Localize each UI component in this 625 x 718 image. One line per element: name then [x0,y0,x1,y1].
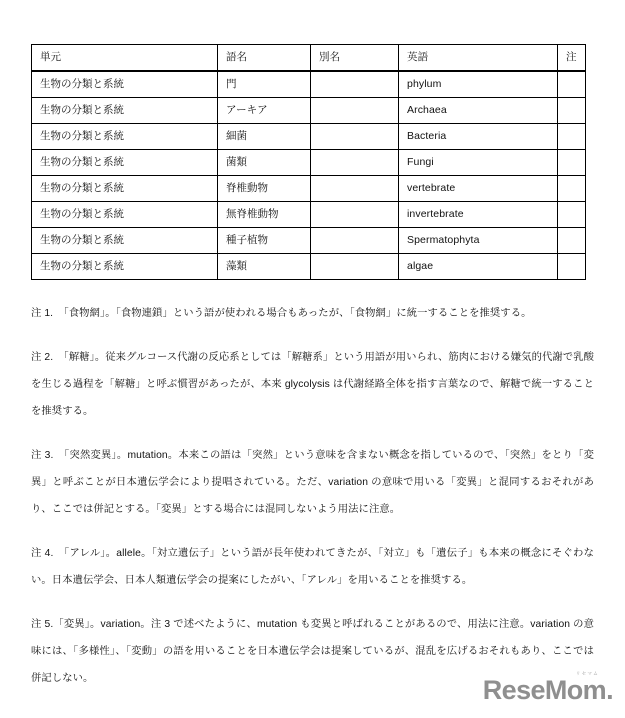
cell-english: algae [399,254,558,280]
column-header-term: 語名 [218,45,311,72]
column-header-note: 注 [558,45,586,72]
table-row [32,254,586,280]
cell-unit: 生物の分類と系統 [32,124,218,150]
cell-term: 細菌 [218,124,311,150]
cell-english: invertebrate [399,202,558,228]
cell-alias [311,98,399,124]
cell-unit: 生物の分類と系統 [32,176,218,202]
cell-unit: 生物の分類と系統 [32,254,218,280]
cell-term: 脊椎動物 [218,176,311,202]
column-header-unit: 単元 [32,45,218,72]
footnotes-section [31,300,594,692]
table-row [32,150,586,176]
table-row [32,71,586,98]
footnote-4: 注 4. 「アレル」。allele。「対立遺伝子」という語が長年使われてきたが、「対立」も「遺伝子」も本来の概念にそぐわない。日本遺伝学会、日本人類遺伝学会の提案にしたがい、「アレル」を用いることを推奨する。 [31,548,594,586]
footnote-3: 注 3. 「突然変異」。mutation。本来この語は「突然」という意味を含まない概念を指しているので、「突然」をとり「変異」と呼ぶことが日本遺伝学会により提唱されている。ただ、variation の意味で用いる「変異」と混同するおそれがあり、ここでは併記とする。「変異」とする場合には混同しないよう用法に注意。 [31,450,594,515]
cell-english: phylum [399,71,558,98]
terminology-table [31,44,586,280]
table-row [32,98,586,124]
table-row [32,176,586,202]
logo-wordmark: ReseMom. [482,675,613,705]
terminology-table-container [31,44,585,280]
cell-alias [311,228,399,254]
cell-unit: 生物の分類と系統 [32,71,218,98]
cell-term: 無脊椎動物 [218,202,311,228]
cell-alias [311,254,399,280]
cell-english: Fungi [399,150,558,176]
cell-note [558,98,586,124]
cell-note [558,150,586,176]
cell-alias [311,176,399,202]
cell-note [558,202,586,228]
cell-english: vertebrate [399,176,558,202]
cell-english: Archaea [399,98,558,124]
cell-alias [311,202,399,228]
cell-unit: 生物の分類と系統 [32,202,218,228]
column-header-alias: 別名 [311,45,399,72]
resemom-logo [483,672,613,705]
cell-term: 藻類 [218,254,311,280]
footnote-2: 注 2. 「解糖」。従来グルコース代謝の反応系としては「解糖系」という用語が用いられ、筋肉における嫌気的代謝で乳酸を生じる過程を「解糖」と呼ぶ慣習があったが、本来 glycolysis は代謝経路全体を指す言葉なので、解糖で統一することを推奨する。 [31,352,594,417]
footnote-1: 注 1. 「食物網」。「食物連鎖」という語が使われる場合もあったが、「食物網」に統一することを推奨する。 [31,308,532,319]
table-row [32,228,586,254]
cell-alias [311,124,399,150]
cell-term: アーキア [218,98,311,124]
cell-note [558,124,586,150]
cell-unit: 生物の分類と系統 [32,228,218,254]
column-header-english: 英語 [399,45,558,72]
table-row [32,124,586,150]
cell-unit: 生物の分類と系統 [32,150,218,176]
cell-english: Bacteria [399,124,558,150]
logo-furigana: リセマム [575,670,599,676]
table-header-row [32,45,586,72]
cell-note [558,71,586,98]
cell-english: Spermatophyta [399,228,558,254]
cell-unit: 生物の分類と系統 [32,98,218,124]
cell-alias [311,150,399,176]
cell-term: 菌類 [218,150,311,176]
cell-note [558,254,586,280]
table-row [32,202,586,228]
cell-term: 門 [218,71,311,98]
cell-note [558,228,586,254]
table-body [32,71,586,280]
cell-term: 種子植物 [218,228,311,254]
cell-alias [311,71,399,98]
table-header [32,45,586,72]
footnote-5: 注 5.「変異」。variation。注 3 で述べたように、mutation も変異と呼ばれることがあるので、用法に注意。variation の意味には、「多様性」、「変動」の語を用いることを日本遺伝学会は提案しているが、混乱を広げるおそれもあり、ここでは併記しない。 [31,619,594,684]
cell-note [558,176,586,202]
